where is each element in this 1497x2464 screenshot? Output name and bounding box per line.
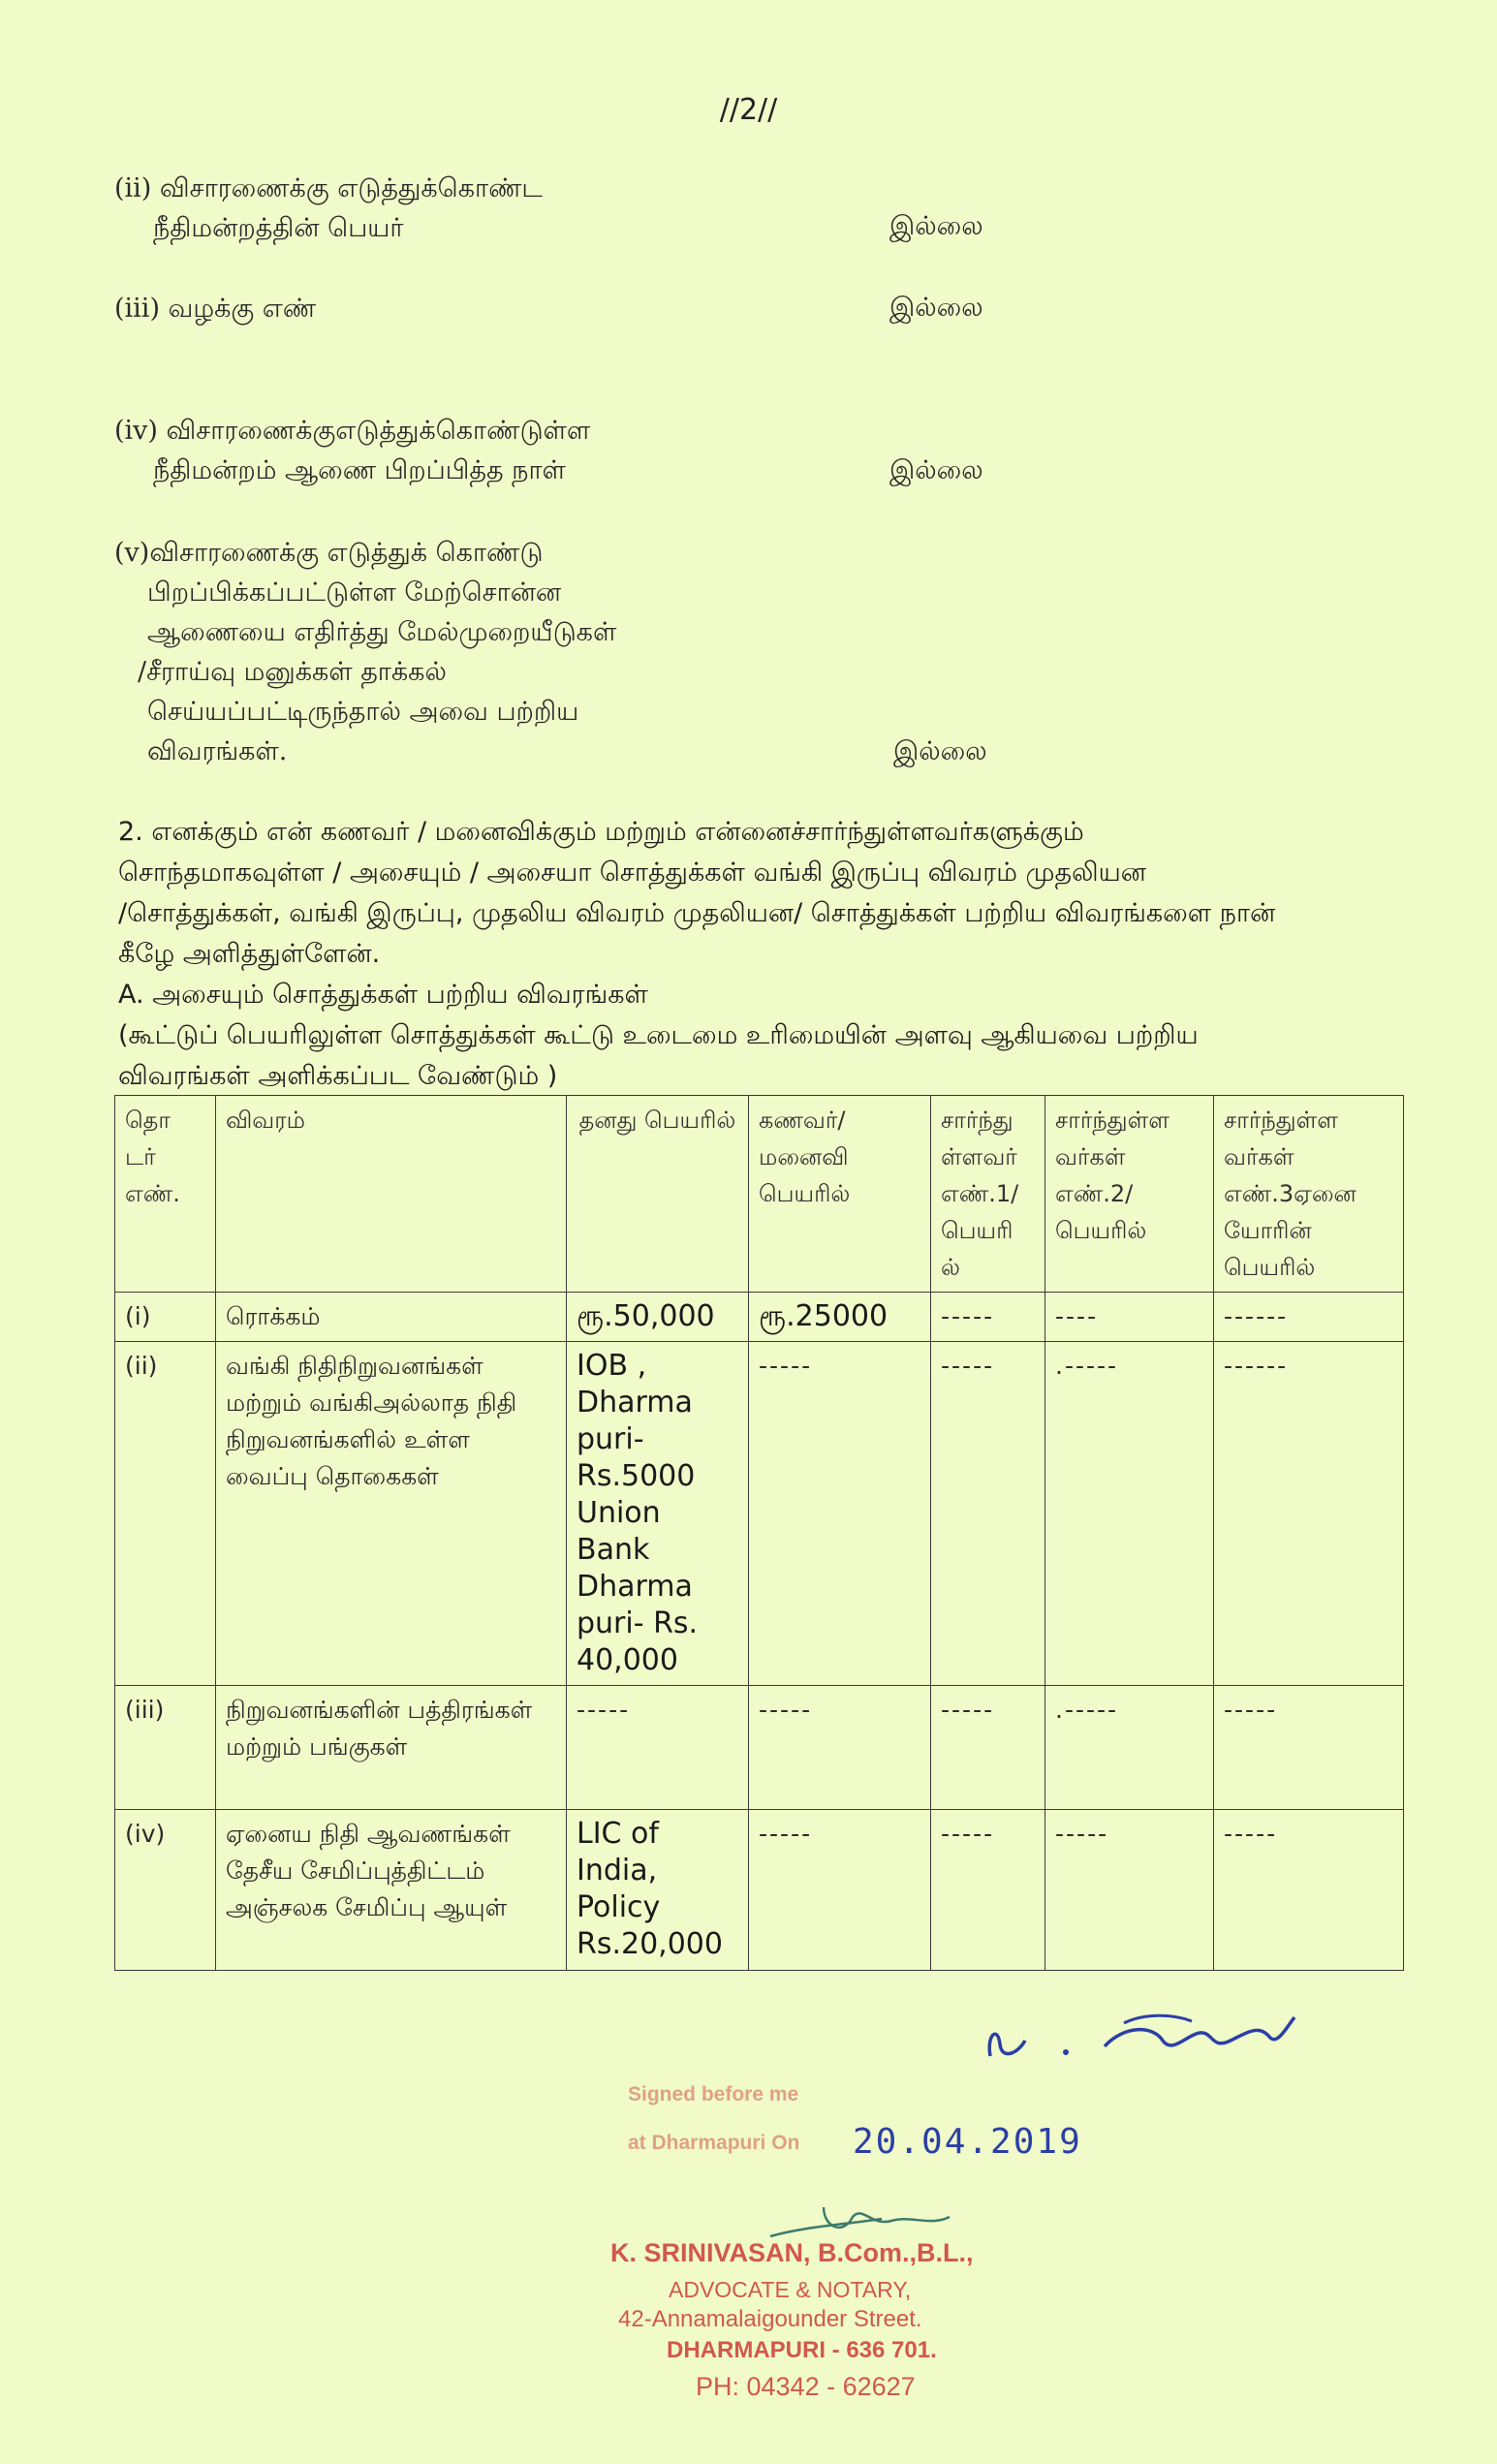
notary-name: K. SRINIVASAN, B.Com.,B.L.,: [610, 2238, 974, 2267]
row-iv-serial: (iv): [115, 1810, 216, 1971]
row-ii-self: IOB , Dharma puri- Rs.5000 Union Bank Dharma puri- Rs. 40,000: [567, 1342, 749, 1686]
notary-address: 42-Annamalaigounder Street.: [618, 2306, 922, 2332]
notary-phone: PH: 04342 - 62627: [696, 2372, 916, 2401]
deponent-signature: [979, 1996, 1308, 2077]
row-ii-dependent-2: .-----: [1045, 1342, 1214, 1686]
header-dependent-1: சார்ந்து ள்ளவர் எண்.1/ பெயரி ல்: [931, 1096, 1045, 1293]
stamp-place: at Dharmapuri On: [628, 2132, 800, 2154]
row-iv-description: ஏனைய நிதி ஆவணங்கள் தேசீய சேமிப்புத்திட்டம் அஞ்சலக சேமிப்பு ஆயுள்: [216, 1810, 567, 1971]
row-iii-dependent-1: -----: [931, 1686, 1045, 1810]
row-iv-dependent-2: -----: [1045, 1810, 1214, 1971]
question-ii-line-2: நீதிமன்றத்தின் பெயர்: [153, 213, 404, 243]
row-i-spouse: ரூ.25000: [749, 1293, 931, 1342]
notary-city: DHARMAPURI - 636 701.: [667, 2337, 937, 2363]
question-v: [114, 533, 616, 771]
table-row: [115, 1342, 1404, 1686]
row-iv-self: LIC of India, Policy Rs.20,000: [567, 1810, 749, 1971]
header-serial: தொ டர் எண்.: [115, 1096, 216, 1293]
row-i-serial: (i): [115, 1293, 216, 1342]
row-ii-description: வங்கி நிதிநிறுவனங்கள் மற்றும் வங்கிஅல்லாத நிதி நிறுவனங்களில் உள்ள வைப்பு தொகைகள்: [216, 1342, 567, 1686]
row-i-dependent-2: ----: [1045, 1293, 1214, 1342]
row-iii-dependent-3: -----: [1214, 1686, 1404, 1810]
answer-iv: இல்லை: [889, 455, 983, 485]
question-ii-line-1: (ii) விசாரணைக்கு எடுத்துக்கொண்ட: [114, 173, 543, 203]
header-spouse: கணவர்/ மனைவி பெயரில்: [749, 1096, 931, 1293]
answer-ii: இல்லை: [889, 211, 983, 241]
row-ii-dependent-3: ------: [1214, 1342, 1404, 1686]
header-dependent-3: சார்ந்துள்ள வர்கள் எண்.3ஏனை யோரின் பெயரில்: [1214, 1096, 1404, 1293]
row-iii-self: -----: [567, 1686, 749, 1810]
table-row: [115, 1810, 1404, 1971]
header-self: தனது பெயரில்: [567, 1096, 749, 1293]
table-row: [115, 1686, 1404, 1810]
section-2-line-1: 2. எனக்கும் என் கணவர் / மனைவிக்கும் மற்றும் என்னைச்சார்ந்துள்ளவர்களுக்கும்: [118, 817, 1084, 847]
question-v-line-4: /சீராய்வு மனுக்கள் தாக்கல்: [138, 657, 447, 687]
section-2-line-4: கீழே அளித்துள்ளேன்.: [118, 939, 381, 969]
question-iv-line-1: (iv) விசாரணைக்குஎடுத்துக்கொண்டுள்ள: [114, 416, 591, 446]
row-ii-dependent-1: -----: [931, 1342, 1045, 1686]
section-2-line-3: /சொத்துக்கள், வங்கி இருப்பு, முதலிய விவரம் முதலியன/ சொத்துக்கள் பற்றிய விவரங்களை நான்: [118, 898, 1276, 928]
signature-graphic: [979, 1996, 1308, 2074]
row-iii-spouse: -----: [749, 1686, 931, 1810]
row-iv-dependent-1: -----: [931, 1810, 1045, 1971]
table-row: [115, 1293, 1404, 1342]
row-iv-dependent-3: -----: [1214, 1810, 1404, 1971]
question-v-line-1: (v)விசாரணைக்கு எடுத்துக் கொண்டு: [114, 538, 544, 568]
row-ii-spouse: -----: [749, 1342, 931, 1686]
question-v-line-6: விவரங்கள்.: [147, 736, 288, 766]
notary-title: ADVOCATE & NOTARY,: [669, 2277, 912, 2302]
section-a-heading: A. அசையும் சொத்துக்கள் பற்றிய விவரங்கள்: [118, 980, 648, 1010]
table-header-row: [115, 1096, 1404, 1293]
answer-v: இல்லை: [893, 736, 987, 766]
question-v-line-3: ஆணையை எதிர்த்து மேல்முறையீடுகள்: [147, 617, 617, 647]
question-iii-line-1: (iii) வழக்கு எண்: [114, 294, 317, 324]
header-description: விவரம்: [216, 1096, 567, 1293]
row-iv-spouse: -----: [749, 1810, 931, 1971]
row-iii-dependent-2: .-----: [1045, 1686, 1214, 1810]
answer-iii: இல்லை: [889, 293, 983, 323]
row-iii-description: நிறுவனங்களின் பத்திரங்கள் மற்றும் பங்குகள்: [216, 1686, 567, 1810]
row-iii-serial: (iii): [115, 1686, 216, 1810]
movable-assets-table: [114, 1095, 1404, 1971]
stamp-signed-before: Signed before me: [628, 2083, 799, 2105]
question-v-line-2: பிறப்பிக்கப்பட்டுள்ள மேற்சொன்ன: [147, 577, 562, 608]
page-number: //2//: [719, 93, 778, 127]
row-i-self: ரூ.50,000: [567, 1293, 749, 1342]
question-v-line-5: செய்யப்பட்டிருந்தால் அவை பற்றிய: [147, 697, 579, 727]
question-iii: [114, 289, 316, 328]
section-2-paragraph: [118, 812, 1417, 1097]
row-i-dependent-1: -----: [931, 1293, 1045, 1342]
section-a-note-line-2: விவரங்கள் அளிக்கப்பட வேண்டும் ): [118, 1061, 558, 1091]
notary-date: 20.04.2019: [853, 2122, 1082, 2162]
row-i-description: ரொக்கம்: [216, 1293, 567, 1342]
question-iv-line-2: நீதிமன்றம் ஆணை பிறப்பித்த நாள்: [153, 455, 566, 485]
row-i-dependent-3: ------: [1214, 1293, 1404, 1342]
section-a-note-line-1: (கூட்டுப் பெயரிலுள்ள சொத்துக்கள் கூட்டு உடைமை உரிமையின் அளவு ஆகியவை பற்றிய: [118, 1020, 1199, 1050]
row-ii-serial: (ii): [115, 1342, 216, 1686]
section-2-line-2: சொந்தமாகவுள்ள / அசையும் / அசையா சொத்துக்கள் வங்கி இருப்பு விவரம் முதலியன: [118, 858, 1146, 888]
question-iv: [114, 411, 590, 490]
header-dependent-2: சார்ந்துள்ள வர்கள் எண்.2/ பெயரில்: [1045, 1096, 1214, 1293]
question-ii: [114, 169, 543, 248]
